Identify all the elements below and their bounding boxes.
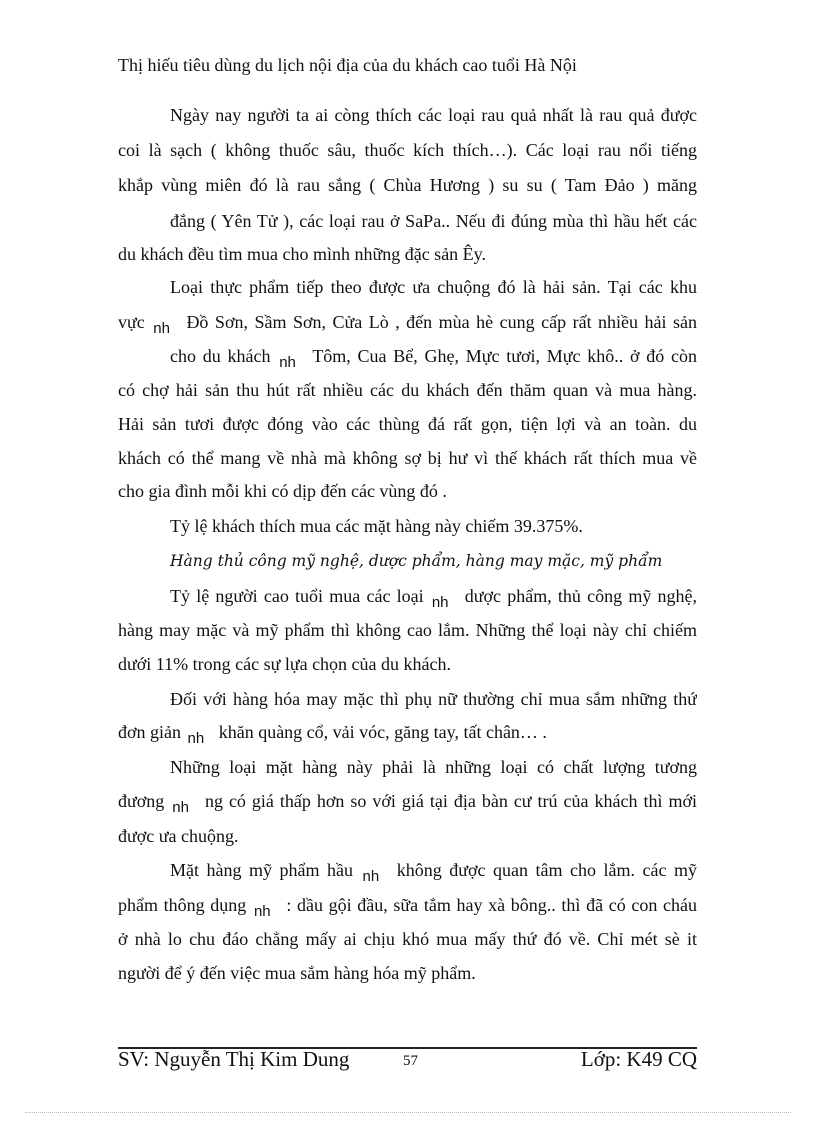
text-line xyxy=(170,756,697,778)
text-segment: : dầu gội đầu, sữa tắm hay xà bông.. thì đã có con cháu xyxy=(286,895,697,915)
text-segment: Tôm, Cua Bể, Ghẹ, Mực tươi, Mực khô.. ở đó còn xyxy=(312,346,697,366)
text-segment: coi là sạch ( không thuốc sâu, thuốc kích thích…). Các loại rau nổi tiếng xyxy=(118,140,697,160)
subscript-fragment: nh xyxy=(153,320,170,333)
text-segment: Tỷ lệ khách thích mua các mặt hàng này chiếm 39.375%. xyxy=(170,516,583,536)
page-boundary xyxy=(25,1112,791,1113)
text-line xyxy=(118,825,697,847)
text-line xyxy=(118,139,697,161)
text-line xyxy=(118,619,697,641)
text-segment: đương xyxy=(118,791,171,811)
text-segment: dược phẩm, thủ công mỹ nghệ, xyxy=(464,586,697,606)
text-segment: Tỷ lệ người cao tuổi mua các loại xyxy=(170,586,430,606)
text-segment: Đối với hàng hóa may mặc thì phụ nữ thường chỉ mua sắm những thứ xyxy=(170,689,697,709)
text-segment: dưới 11% trong các sự lựa chọn của du khách. xyxy=(118,654,452,674)
text-segment: ng có giá thấp hơn so với giá tại địa bàn cư trú của khách thì mới xyxy=(204,791,697,811)
text-line xyxy=(118,447,697,469)
subscript-fragment: nh xyxy=(172,799,189,812)
text-segment: cho du khách xyxy=(170,346,278,366)
text-line xyxy=(118,243,697,265)
text-line xyxy=(170,688,697,710)
text-segment: Mặt hàng mỹ phẩm hầu xyxy=(170,860,361,880)
footer-class: Lớp: K49 CQ xyxy=(580,1047,697,1071)
text-line xyxy=(118,721,697,745)
text-segment: đắng ( Yên Tử ), các loại rau ở SaPa.. Nếu đi đúng mùa thì hầu hết các xyxy=(170,211,697,231)
text-segment: khắp vùng miên đó là rau sắng ( Chùa Hương ) su su ( Tam Đảo ) măng xyxy=(118,175,697,195)
text-segment: có chợ hải sản thu hút rất nhiều các du khách đến thăm quan và mua hàng. xyxy=(118,380,697,400)
text-segment: được ưa chuộng. xyxy=(118,826,239,846)
subscript-fragment: nh xyxy=(253,903,271,916)
text-segment: Hải sản tươi được đóng vào các thùng đá rất gọn, tiện lợi và an toàn. du xyxy=(118,414,697,434)
text-line xyxy=(170,104,697,126)
text-segment: du khách đều tìm mua cho mình những đặc sản Êy. xyxy=(118,244,487,264)
subscript-fragment: nh xyxy=(279,354,296,367)
text-segment: hàng may mặc và mỹ phẩm thì không cao lắm. Những thể loại này chỉ chiếm xyxy=(118,620,697,640)
text-line xyxy=(118,790,697,812)
text-line xyxy=(170,345,697,367)
subscript-fragment: nh xyxy=(431,594,449,607)
text-line xyxy=(118,894,697,916)
text-segment: khách có thể mang về nhà mà không sợ bị hư vì thế khách rất thích mua về xyxy=(118,448,697,468)
text-segment: ở nhà lo chu đáo chẳng mấy ai chịu khó mua mấy thứ đó về. Chỉ mét sè it xyxy=(118,929,697,949)
text-segment: Những loại mặt hàng này phải là những loại có chất lượng tương xyxy=(170,757,697,777)
text-segment: Hàng thủ công mỹ nghệ, dược phẩm, hàng may mặc, mỹ phẩm xyxy=(170,552,663,570)
text-line xyxy=(118,480,697,502)
text-segment: đơn giản xyxy=(118,722,186,742)
text-line xyxy=(118,962,697,984)
page-footer xyxy=(118,1047,697,1075)
running-header: Thị hiếu tiêu dùng du lịch nội địa của du khách cao tuổi Hà Nội xyxy=(118,55,577,75)
text-line xyxy=(170,276,697,298)
text-line xyxy=(118,311,697,333)
text-line xyxy=(118,379,697,401)
text-line xyxy=(170,550,697,572)
text-segment: khăn quàng cổ, vải vóc, găng tay, tất chân… . xyxy=(218,722,547,742)
text-line xyxy=(118,413,697,435)
text-segment: Đồ Sơn, Sầm Sơn, Cửa Lò , đến mùa hè cung cấp rất nhiều hải sản xyxy=(186,312,697,332)
text-line xyxy=(118,653,697,675)
page-number: 57 xyxy=(403,1053,418,1069)
text-line xyxy=(118,174,697,196)
text-segment: cho gia đình mỗi khi có dịp đến các vùng đó . xyxy=(118,481,447,501)
text-segment: Loại thực phẩm tiếp theo được ưa chuộng đó là hải sản. Tại các khu xyxy=(170,277,697,297)
subscript-fragment: nh xyxy=(362,868,380,881)
text-line xyxy=(170,210,697,232)
text-segment: người để ý đến việc mua sắm hàng hóa mỹ phẩm. xyxy=(118,963,476,983)
text-segment: phẩm thông dụng xyxy=(118,895,252,915)
text-segment: Ngày nay người ta ai còng thích các loại rau quả nhất là rau quả được xyxy=(170,105,697,125)
text-line xyxy=(170,585,697,607)
text-segment: vực xyxy=(118,312,152,332)
footer-student-name: SV: Nguyễn Thị Kim Dung xyxy=(118,1047,350,1071)
subscript-fragment: nh xyxy=(187,730,205,747)
text-segment: không được quan tâm cho lắm. các mỹ xyxy=(396,860,697,880)
text-line xyxy=(170,859,697,881)
text-line xyxy=(118,928,697,950)
text-line xyxy=(170,515,697,537)
